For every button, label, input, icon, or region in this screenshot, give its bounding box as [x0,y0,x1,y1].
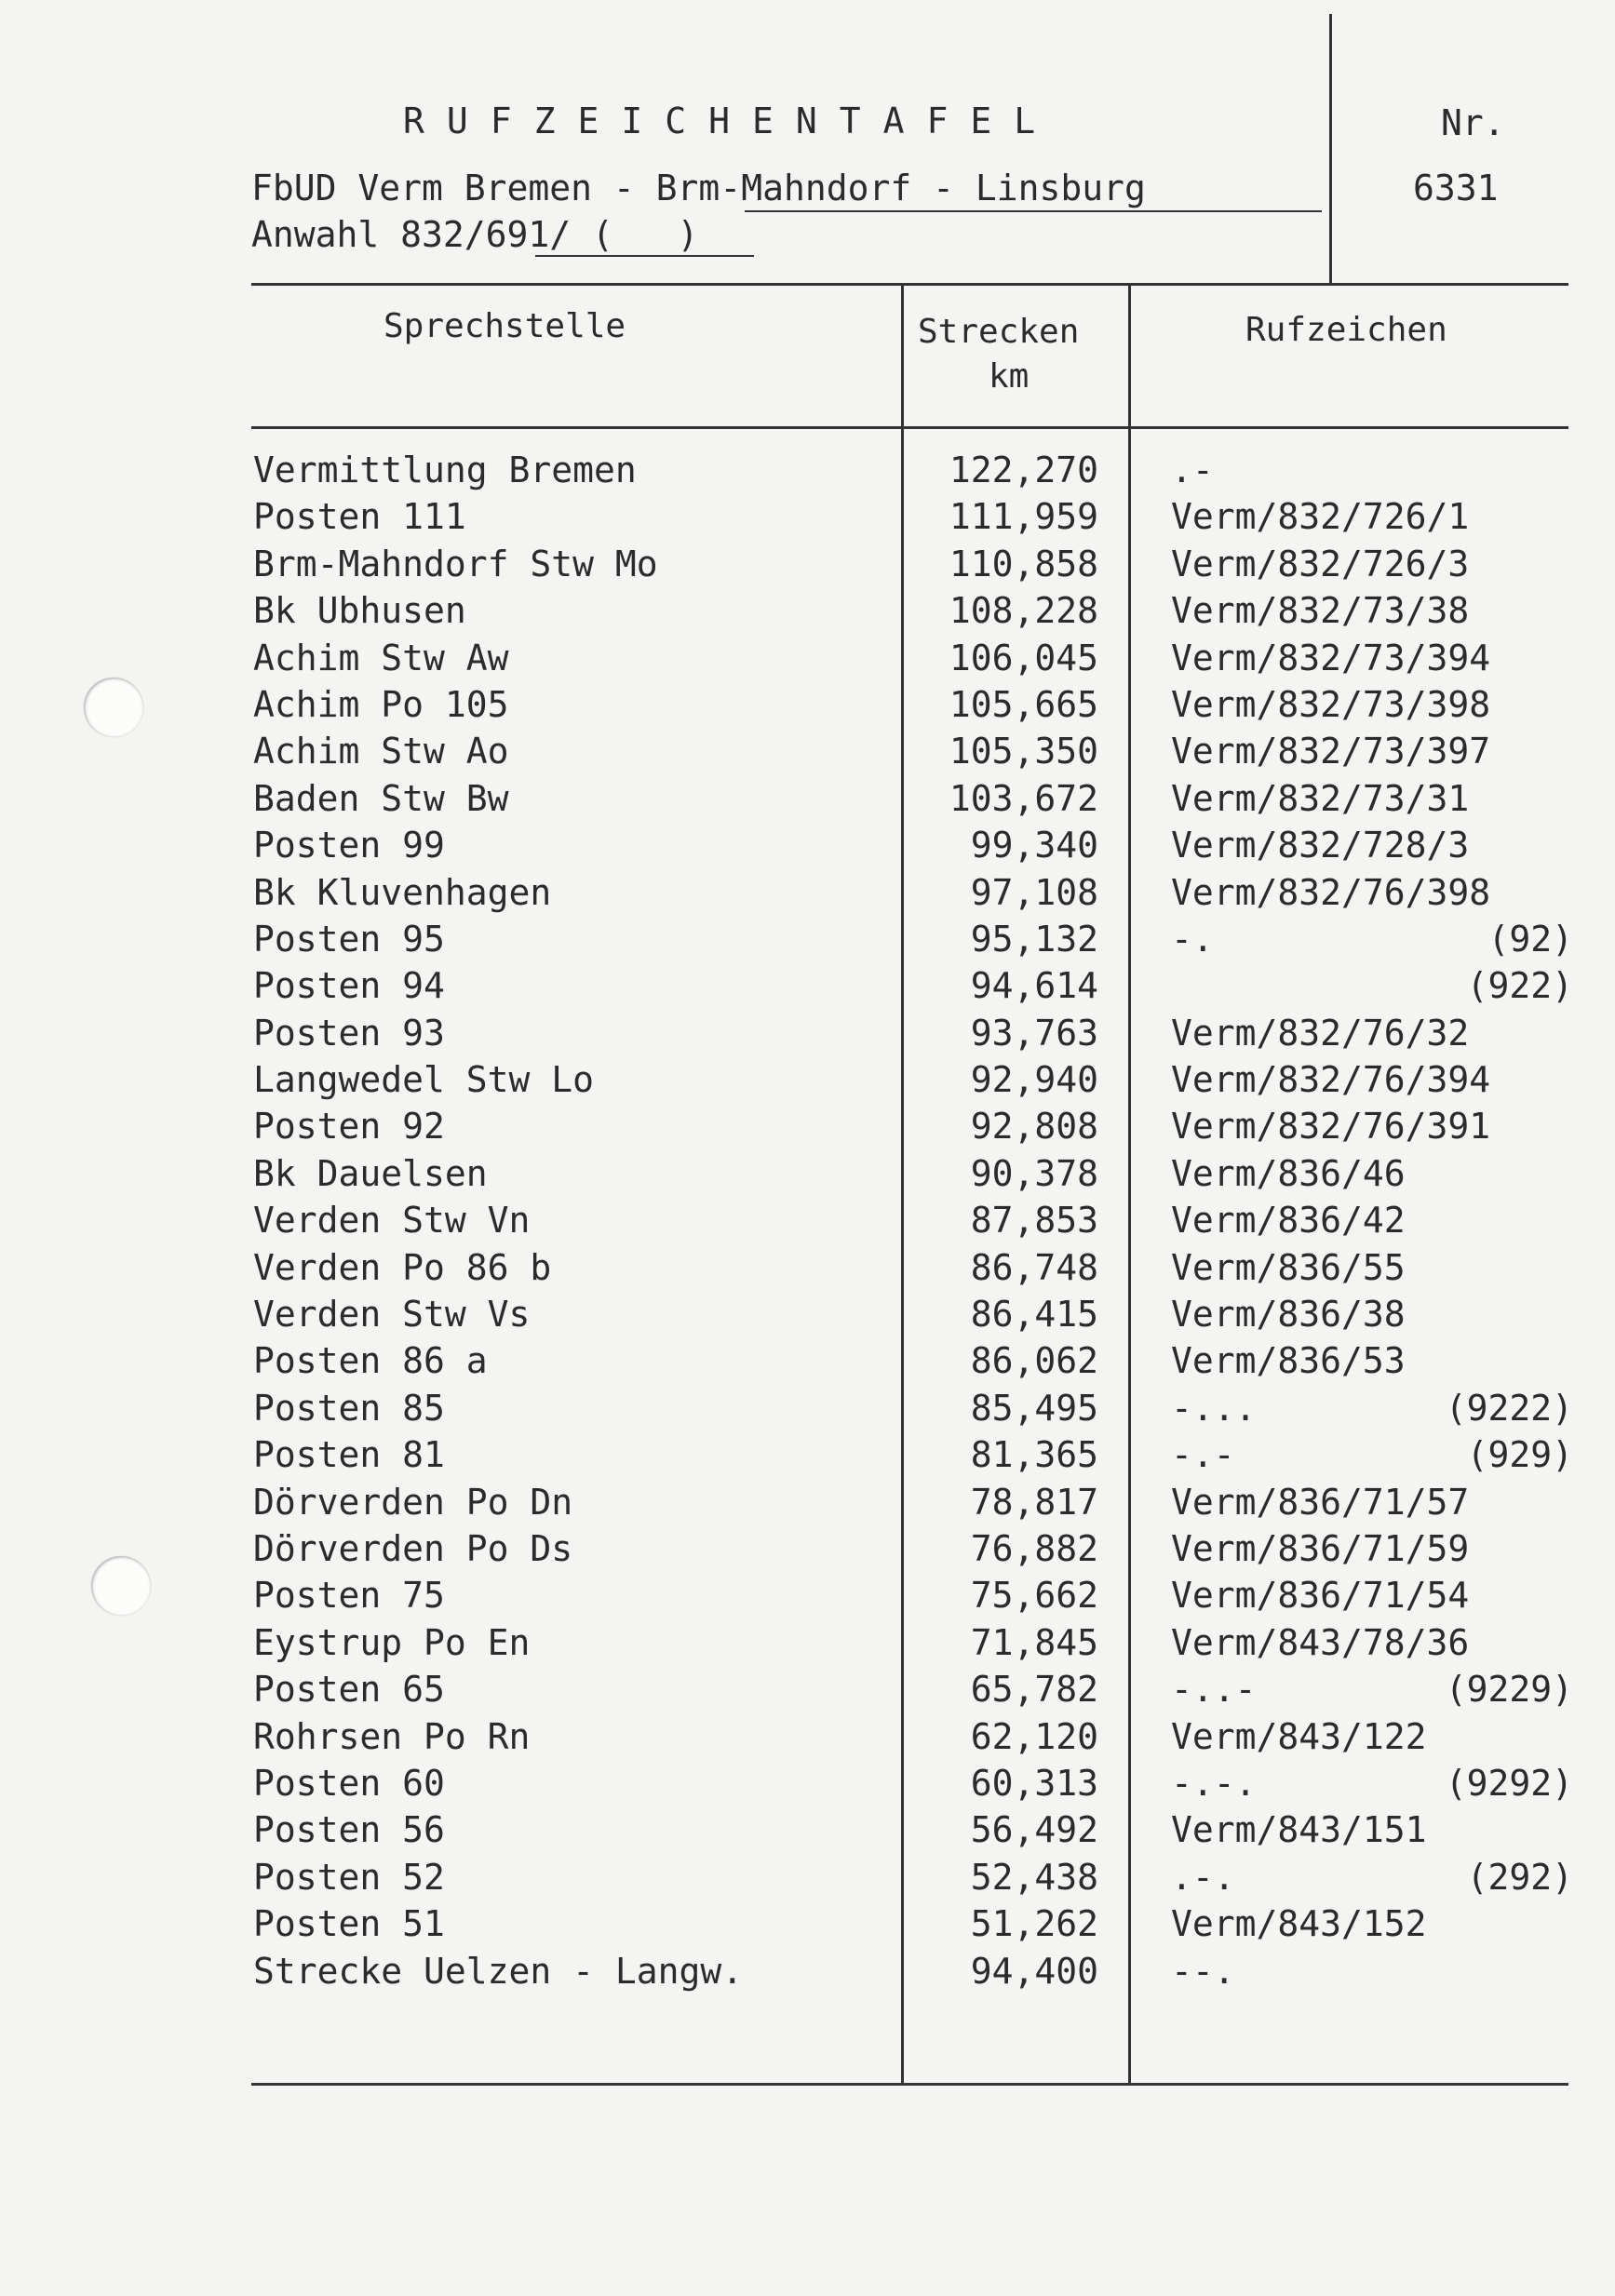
rufzeichen-code: Verm/836/71/59 [1171,1527,1470,1569]
rufzeichen-code: Verm/843/122 [1171,1715,1427,1757]
strecken-km: 108,228 [949,590,1098,632]
underline-2 [535,255,754,257]
rule-top [251,283,1568,286]
table-row [0,447,1615,493]
table-row [0,775,1615,822]
rufzeichen-code: -.-. [1171,1762,1257,1804]
station-name: Achim Stw Aw [253,637,509,678]
rufzeichen-code: Verm/832/76/394 [1171,1059,1491,1101]
table-row [0,728,1615,774]
page-title: RUFZEICHENTAFEL [403,101,1058,141]
station-name: Bk Kluvenhagen [253,871,552,913]
rufzeichen-code: Verm/843/152 [1171,1903,1427,1945]
table-row [0,1197,1615,1243]
strecken-km: 92,808 [970,1106,1098,1148]
station-name: Posten 51 [253,1903,445,1945]
strecken-km: 122,270 [949,450,1098,490]
table-row [0,1900,1615,1947]
strecken-km: 76,882 [970,1527,1098,1569]
strecken-km: 56,492 [970,1809,1098,1851]
strecken-km: 110,858 [949,543,1098,584]
table-row [0,869,1615,916]
rufzeichen-number: (9229) [1445,1669,1573,1711]
table-row [0,1103,1615,1149]
rufzeichen-number: (929) [1466,1434,1573,1476]
strecken-km: 75,662 [970,1575,1098,1617]
rufzeichen-code: Verm/836/53 [1171,1340,1406,1382]
station-name: Verden Po 86 b [253,1246,552,1288]
rufzeichen-code: .-. [1171,1856,1235,1898]
strecken-km: 111,959 [949,496,1098,538]
rufzeichen-code: Verm/836/38 [1171,1294,1406,1336]
rule-header-bottom [251,426,1568,429]
rufzeichen-code: -. [1171,918,1214,960]
station-name: Baden Stw Bw [253,777,509,819]
strecken-km: 97,108 [970,871,1098,913]
station-name: Posten 93 [253,1012,445,1054]
strecken-km: 62,120 [970,1715,1098,1757]
table-body [0,447,1615,1994]
station-name: Posten 95 [253,918,445,960]
table-row [0,1525,1615,1572]
strecken-km: 78,817 [970,1481,1098,1523]
station-name: Posten 81 [253,1434,445,1476]
strecken-km: 103,672 [949,777,1098,819]
rufzeichen-code: Verm/843/151 [1171,1809,1427,1851]
rufzeichen-code: Verm/836/42 [1171,1200,1406,1242]
rufzeichen-number: (922) [1466,965,1573,1007]
table-row [0,1948,1615,1994]
station-name: Posten 75 [253,1575,445,1617]
header-line-2: Anwahl 832/691/ ( ) [251,214,699,255]
station-name: Vermittlung Bremen [253,450,637,490]
rufzeichen-code: Verm/836/46 [1171,1152,1406,1194]
col-header-rufzeichen: Rufzeichen [1245,311,1447,349]
table-row [0,822,1615,868]
rufzeichen-code: Verm/832/73/394 [1171,637,1491,678]
station-name: Dörverden Po Ds [253,1527,573,1569]
rufzeichen-code: Verm/832/728/3 [1171,825,1470,866]
rufzeichen-code: .- [1171,450,1214,490]
station-name: Bk Ubhusen [253,590,466,632]
table-row [0,587,1615,634]
station-name: Rohrsen Po Rn [253,1715,531,1757]
station-name: Achim Stw Ao [253,731,509,772]
table-row [0,916,1615,962]
table-row [0,635,1615,681]
rufzeichen-code: Verm/836/71/57 [1171,1481,1470,1523]
station-name: Achim Po 105 [253,683,509,725]
rufzeichen-code: Verm/832/76/398 [1171,871,1491,913]
table-row [0,1150,1615,1197]
strecken-km: 65,782 [970,1669,1098,1711]
station-name: Posten 85 [253,1387,445,1429]
rule-bottom [251,2083,1568,2086]
rufzeichen-code: -.- [1171,1434,1235,1476]
table-row [0,1244,1615,1291]
table-row [0,1713,1615,1760]
table-row [0,1806,1615,1853]
station-name: Langwedel Stw Lo [253,1059,595,1101]
station-name: Posten 99 [253,825,445,866]
strecken-km: 93,763 [970,1012,1098,1054]
station-name: Posten 60 [253,1762,445,1804]
rufzeichen-number: (9222) [1445,1387,1573,1429]
strecken-km: 105,665 [949,683,1098,725]
table-row [0,1666,1615,1712]
strecken-km: 90,378 [970,1152,1098,1194]
table-row [0,1010,1615,1056]
strecken-km: 86,415 [970,1294,1098,1336]
header-divider [1329,14,1332,284]
strecken-km: 51,262 [970,1903,1098,1945]
table-row [0,1337,1615,1384]
strecken-km: 52,438 [970,1856,1098,1898]
table-row [0,681,1615,728]
rufzeichen-code: Verm/832/73/398 [1171,683,1491,725]
rufzeichen-number: (9292) [1445,1762,1573,1804]
table-row [0,1572,1615,1618]
col-header-sprechstelle: Sprechstelle [384,307,626,345]
rufzeichen-code: --. [1171,1950,1235,1992]
station-name: Strecke Uelzen - Langw. [253,1950,744,1992]
col-header-strecken: Strecken [918,313,1080,351]
rufzeichen-code: Verm/832/726/3 [1171,543,1470,584]
station-name: Posten 111 [253,496,466,538]
rufzeichen-code: Verm/832/76/391 [1171,1106,1491,1148]
underline-1 [745,210,1322,212]
strecken-km: 81,365 [970,1434,1098,1476]
strecken-km: 105,350 [949,731,1098,772]
strecken-km: 87,853 [970,1200,1098,1242]
strecken-km: 85,495 [970,1387,1098,1429]
rufzeichen-code: -..- [1171,1669,1257,1711]
rufzeichen-code: Verm/836/55 [1171,1246,1406,1288]
station-name: Posten 52 [253,1856,445,1898]
rufzeichen-number: (92) [1487,918,1573,960]
nr-value: 6331 [1413,168,1499,208]
station-name: Verden Stw Vn [253,1200,531,1242]
rufzeichen-code: Verm/832/76/32 [1171,1012,1470,1054]
station-name: Posten 86 a [253,1340,488,1382]
station-name: Posten 92 [253,1106,445,1148]
nr-label: Nr. [1441,102,1505,143]
table-row [0,1479,1615,1525]
station-name: Brm-Mahndorf Stw Mo [253,543,658,584]
rufzeichen-code: Verm/832/73/38 [1171,590,1470,632]
table-row [0,1056,1615,1103]
strecken-km: 92,940 [970,1059,1098,1101]
station-name: Posten 65 [253,1669,445,1711]
table-row [0,1291,1615,1337]
table-row [0,1760,1615,1806]
strecken-km: 94,614 [970,965,1098,1007]
table-row [0,1385,1615,1431]
strecken-km: 60,313 [970,1762,1098,1804]
rufzeichen-code: Verm/832/73/31 [1171,777,1470,819]
strecken-km: 99,340 [970,825,1098,866]
strecken-km: 106,045 [949,637,1098,678]
table-row [0,962,1615,1009]
rufzeichen-code: -... [1171,1387,1257,1429]
table-row [0,493,1615,540]
col-header-km: km [989,357,1030,396]
station-name: Dörverden Po Dn [253,1481,573,1523]
station-name: Posten 94 [253,965,445,1007]
header-line-1: FbUD Verm Bremen - Brm-Mahndorf - Linsburg [251,168,1146,208]
station-name: Verden Stw Vs [253,1294,531,1336]
rufzeichen-code: Verm/836/71/54 [1171,1575,1470,1617]
rufzeichen-code: Verm/832/726/1 [1171,496,1470,538]
table-row [0,541,1615,587]
rufzeichen-code: Verm/832/73/397 [1171,731,1491,772]
strecken-km: 86,062 [970,1340,1098,1382]
table-row [0,1619,1615,1666]
strecken-km: 94,400 [970,1950,1098,1992]
station-name: Posten 56 [253,1809,445,1851]
table-row [0,1854,1615,1900]
table-row [0,1431,1615,1478]
station-name: Bk Dauelsen [253,1152,488,1194]
rufzeichen-code: Verm/843/78/36 [1171,1621,1470,1663]
station-name: Eystrup Po En [253,1621,531,1663]
strecken-km: 71,845 [970,1621,1098,1663]
strecken-km: 86,748 [970,1246,1098,1288]
rufzeichen-number: (292) [1466,1856,1573,1898]
strecken-km: 95,132 [970,918,1098,960]
